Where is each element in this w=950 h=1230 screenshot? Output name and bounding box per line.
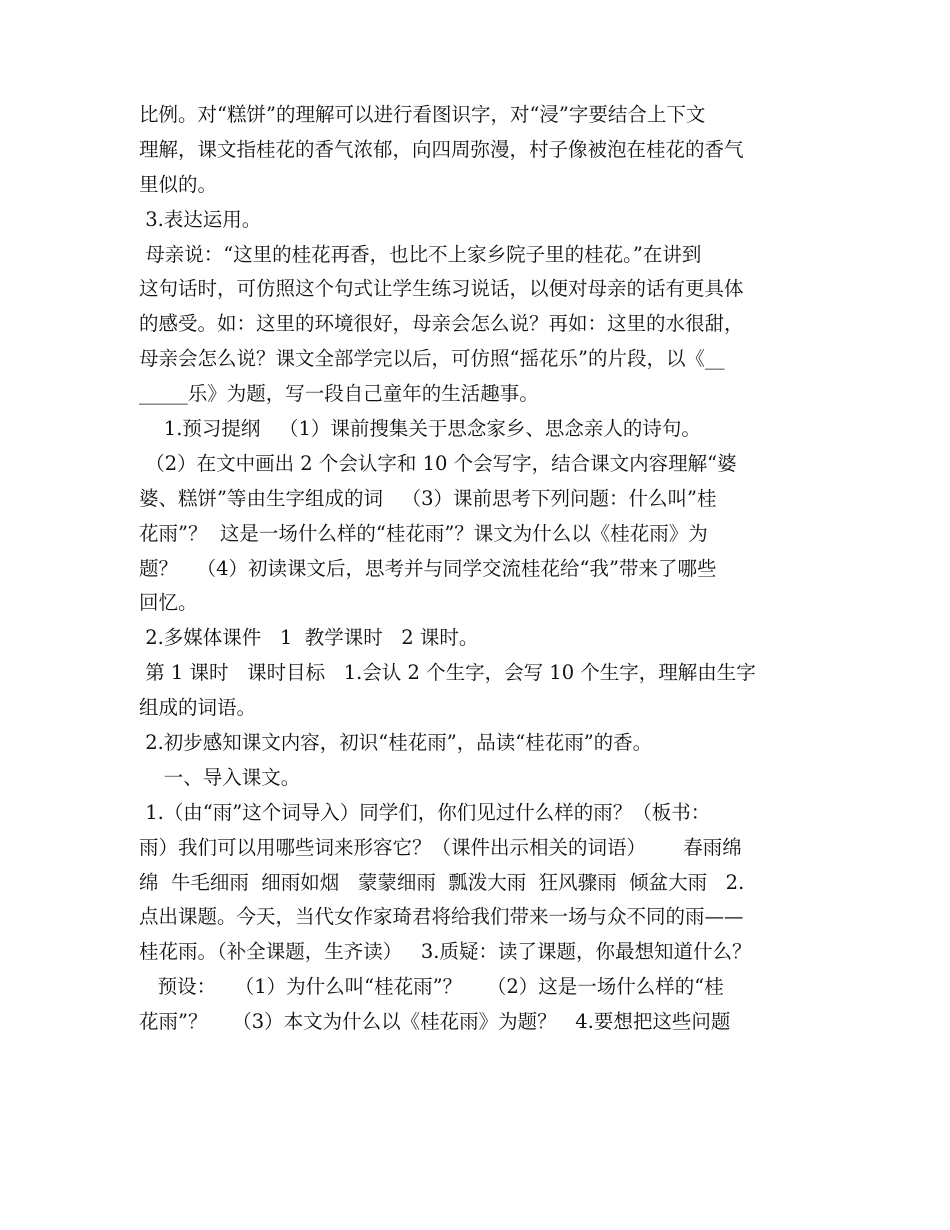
text-line: 这句话时，可仿照这个句式让学生练习说话，以便对母亲的话有更具体 [139, 277, 744, 301]
text-line: 回忆。 [139, 591, 198, 615]
text-line: 雨）我们可以用哪些词来形容它？（课件出示相关的词语） 春雨绵 [139, 835, 742, 859]
document-page [139, 98, 819, 1040]
text-line: 组成的词语。 [139, 696, 257, 720]
text-line: 一、导入课文。 [139, 765, 301, 789]
text-line: 比例。对“糕饼”的理解可以进行看图识字，对“浸”字要结合上下文 [139, 103, 706, 126]
text-line: 第 1 课时 课时目标 1.会认 2 个生字，会写 10 个生字，理解由生字 [139, 661, 756, 685]
text-line: 里似的。 [139, 172, 218, 196]
text-line: 桂花雨。（补全课题，生齐读） 3.质疑：读了课题，你最想知道什么？ [139, 940, 752, 964]
text-line: _____乐》为题，写一段自己童年的生活趣事。 [139, 382, 539, 406]
text-line: 婆、糕饼”等由生字组成的词 （3）课前思考下列问题：什么叫”桂 [139, 486, 717, 510]
text-line: 花雨”？ （3）本文为什么以《桂花雨》为题？ 4.要想把这些问题 [139, 1010, 731, 1034]
text-line: 母亲说：“这里的桂花再香，也比不上家乡院子里的桂花。”在讲到 [139, 242, 702, 266]
text-line: 1.（由“雨”这个词导入）同学们，你们见过什么样的雨？（板书： [139, 800, 711, 824]
text-line: 题？ （4）初读课文后，思考并与同学交流桂花给“我”带来了哪些 [139, 556, 717, 580]
text-line: 母亲会怎么说？课文全部学完以后，可仿照“摇花乐”的片段，以《__ [139, 347, 725, 371]
text-line: 点出课题。今天，当代女作家琦君将给我们带来一场与众不同的雨—— [139, 905, 744, 929]
text-line: （2）在文中画出 2 个会认字和 10 个会写字，结合课文内容理解“婆 [139, 451, 737, 475]
text-line: 绵 牛毛细雨 细雨如烟 蒙蒙细雨 瓢泼大雨 狂风骤雨 倾盆大雨 2. [139, 870, 745, 894]
text-line: 理解，课文指桂花的香气浓郁，向四周弥漫，村子像被泡在桂花的香气 [139, 137, 744, 161]
text-line: 1.预习提纲 （1）课前搜集关于思念家乡、思念亲人的诗句。 [139, 417, 701, 441]
text-line: 3.表达运用。 [139, 207, 262, 231]
text-line: 的感受。如：这里的环境很好，母亲会怎么说？再如：这里的水很甜， [139, 312, 744, 336]
text-line: 2.初步感知课文内容，初识“桂花雨”，品读“桂花雨”的香。 [139, 731, 653, 755]
text-line: 预设： （1）为什么叫“桂花雨”？ （2）这是一场什么样的“桂 [139, 975, 724, 999]
text-line: 2.多媒体课件 1 教学课时 2 课时。 [139, 626, 479, 650]
text-line: 花雨”？ 这是一场什么样的“桂花雨”？课文为什么以《桂花雨》为 [139, 521, 708, 545]
